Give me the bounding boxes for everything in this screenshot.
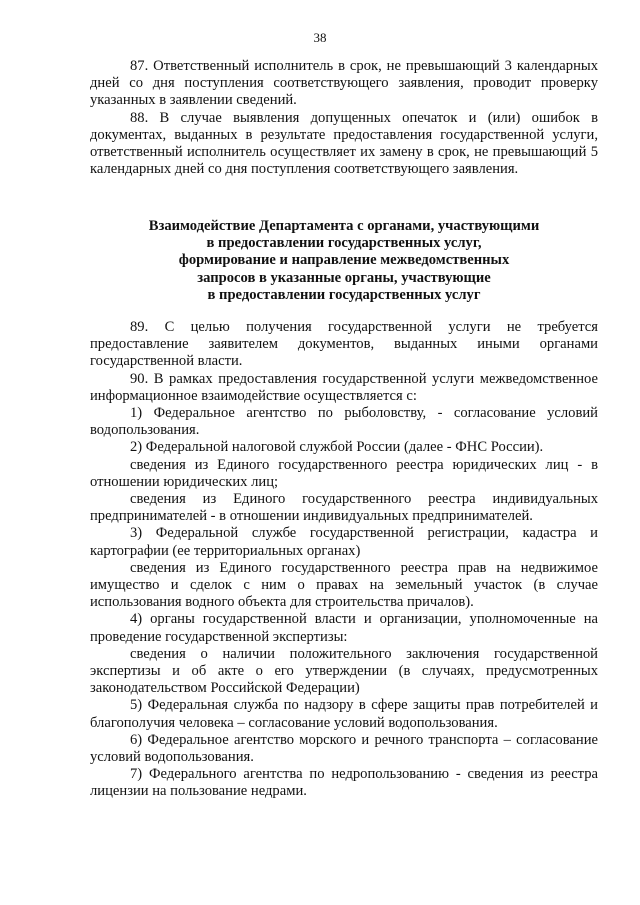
paragraph-90: 90. В рамках предоставления государственной услуги межведомственное информационное взаимодействие осуществляется с: <box>90 370 598 404</box>
list-item-5: 5) Федеральная служба по надзору в сфере защиты прав потребителей и благополучия человека – согласование условий водопользования. <box>90 697 598 731</box>
list-item-7: 7) Федерального агентства по недропользованию - сведения из реестра лицензии на пользование недрами. <box>90 766 598 800</box>
heading-line: в предоставлении государственных услуг <box>207 286 481 303</box>
heading-line: формирование и направление межведомственных <box>178 252 510 269</box>
paragraphs-bottom <box>90 319 598 801</box>
list-item-6: 6) Федеральное агентство морского и речного транспорта – согласование условий водопользования. <box>90 731 598 766</box>
heading-line: Взаимодействие Департамента с органами, участвующими <box>148 218 540 234</box>
list-item-4: 4) органы государственной власти и организации, уполномоченные на проведение государственной экспертизы: <box>90 611 598 645</box>
heading-line: запросов в указанные органы, участвующие <box>197 269 491 286</box>
paragraph-89: 89. С целью получения государственной услуги не требуется предоставление заявителем документов, выданных иными органами государственной власти. <box>90 319 598 370</box>
heading-line: в предоставлении государственных услуг, <box>206 235 482 252</box>
section-heading <box>90 218 598 304</box>
page-number: 38 <box>313 30 327 45</box>
list-subitem-property-rights: сведения из Единого государственного реестра прав на недвижимое имущество и сделок с ним о правах на земельный участок (в случае использования водного объекта для строительства причалов). <box>90 559 598 611</box>
list-item-1: 1) Федеральное агентство по рыболовству, - согласование условий водопользования. <box>90 405 598 439</box>
list-subitem-expertise: сведения о наличии положительного заключения государственной экспертизы и об акте о его утверждении (в случаях, предусмотренных законодательством Российской Федерации) <box>90 645 598 697</box>
paragraphs-top <box>90 58 598 178</box>
list-subitem-legal-entities: сведения из Единого государственного реестра юридических лиц - в отношении юридических лиц; <box>90 456 598 490</box>
list-item-2: 2) Федеральной налоговой службой России (далее - ФНС России). <box>130 439 544 456</box>
list-subitem-entrepreneurs: сведения из Единого государственного реестра индивидуальных предпринимателей - в отношении индивидуальных предпринимателей. <box>90 491 598 525</box>
paragraph-88: 88. В случае выявления допущенных опечаток и (или) ошибок в документах, выданных в результате предоставления государственной услуги, ответственный исполнитель осуществляет их замену в срок, не превышающий 5 календарных дней со дня поступления соответствующего заявления. <box>90 109 598 178</box>
paragraph-87: 87. Ответственный исполнитель в срок, не превышающий 3 календарных дней со дня поступления соответствующего заявления, проводит проверку указанных в заявлении сведений. <box>90 58 598 109</box>
list-item-3: 3) Федеральной службе государственной регистрации, кадастра и картографии (ее территориальных органах) <box>90 525 598 559</box>
